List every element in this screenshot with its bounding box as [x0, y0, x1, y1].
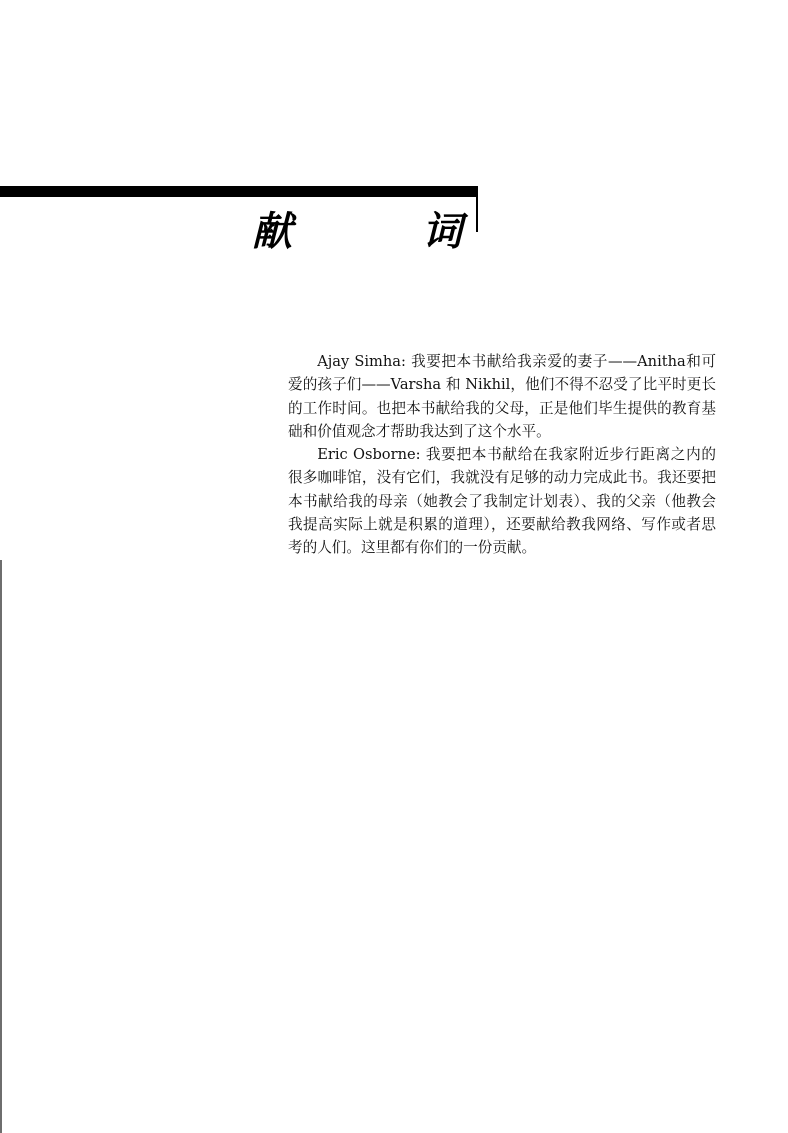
dedication-body	[288, 350, 716, 560]
header-rule-drop	[476, 186, 478, 232]
dedication-paragraph-eric: Eric Osborne: 我要把本书献给在我家附近步行距离之内的很多咖啡馆，没有它们，我就没有足够的动力完成此书。我还要把本书献给我的母亲（她教会了我制定计划表）、我的父亲（他教会我提高实际上就是积累的道理），还要献给教我网络、写作或者思考的人们。这里都有你们的一份贡献。	[288, 446, 716, 557]
dedication-paragraph-ajay: Ajay Simha: 我要把本书献给我亲爱的妻子——Anitha和可爱的孩子们——Varsha 和 Nikhil，他们不得不忍受了比平时更长的工作时间。也把本书献给我的父母，正是他们毕生提供的教育基础和价值观念才帮助我达到了这个水平。	[288, 353, 716, 440]
header-rule	[0, 186, 478, 197]
chapter-title-left: 献	[252, 208, 292, 255]
chapter-title-right: 词	[422, 208, 462, 255]
chapter-title	[252, 208, 462, 256]
page-edge-line	[0, 560, 2, 1133]
